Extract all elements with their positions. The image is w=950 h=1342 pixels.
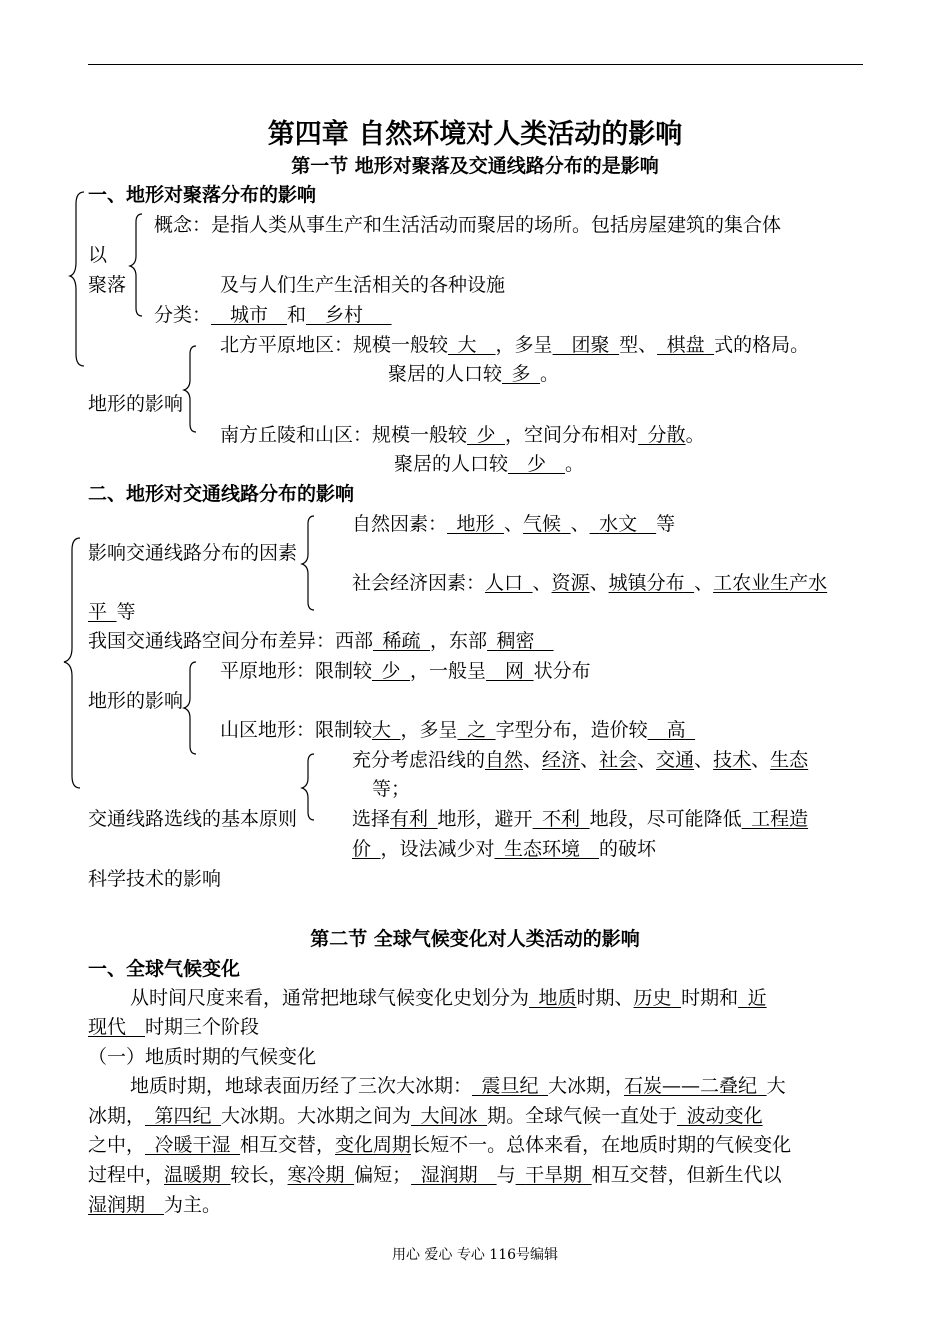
diff-answer-1: 稀疏 bbox=[382, 630, 421, 652]
p2-answer-4: 大间冰 bbox=[420, 1105, 478, 1127]
p1-answer-3a: 近 bbox=[747, 987, 767, 1009]
consider-answer-4: 交通 bbox=[656, 749, 695, 771]
p2-answer-6: 冷暖干湿 bbox=[154, 1134, 231, 1156]
consider-answer-1: 自然 bbox=[485, 749, 524, 771]
diff-line: 我国交通线路空间分布差异：西部 稀疏 ，东部 稠密 bbox=[88, 630, 554, 652]
choose-line-cont: 价 ，设法减少对 生态环境 的破坏 bbox=[352, 838, 657, 860]
north-pop-answer: 多 bbox=[511, 363, 531, 385]
north-answer-1: 大 bbox=[457, 334, 477, 356]
para2-line5: 湿润期 为主。 bbox=[88, 1194, 222, 1216]
subsection-1: （一）地质时期的气候变化 bbox=[88, 1046, 317, 1068]
natural-answer-1: 地形 bbox=[456, 513, 495, 535]
class-answer-village: 乡村 bbox=[325, 304, 364, 326]
concept-label: 概念： bbox=[154, 214, 212, 236]
mountain-line: 山区地形：限制较大 ，多呈 之 字型分布，造价较 高 bbox=[220, 719, 695, 741]
social-line-cont: 平 等 bbox=[88, 601, 136, 623]
choose-answer-2: 不利 bbox=[542, 808, 581, 830]
para2-line4: 过程中，温暖期 较长，寒冷期 偏短； 湿润期 与 干旱期 相互交替，但新生代以 bbox=[88, 1164, 782, 1186]
choose-line: 选择有利 地形，避开 不利 地段，尽可能降低 工程造 bbox=[352, 808, 809, 830]
p2-answer-12: 湿润期 bbox=[88, 1194, 146, 1216]
class-label: 分类： bbox=[154, 304, 212, 326]
choose-answer-3a: 工程造 bbox=[751, 808, 809, 830]
class-answer-city: 城市 bbox=[230, 304, 269, 326]
page-footer: 用心 爱心 专心 116号编辑 bbox=[391, 1247, 559, 1263]
part1-heading: 一、地形对聚落分布的影响 bbox=[88, 184, 317, 206]
south-line: 南方丘陵和山区：规模一般较 少 ，空间分布相对 分散。 bbox=[220, 424, 705, 446]
plain-line: 平原地形：限制较 少 ，一般呈 网 状分布 bbox=[220, 660, 591, 682]
p1-answer-1: 地质 bbox=[538, 987, 577, 1009]
p2-answer-11: 干旱期 bbox=[525, 1164, 583, 1186]
side-label-a: 以 bbox=[88, 244, 108, 266]
diff-answer-2: 稠密 bbox=[496, 630, 535, 652]
consider-answer-5: 技术 bbox=[713, 749, 752, 771]
mountain-answer-2: 之 bbox=[467, 719, 487, 741]
consider-end: 等； bbox=[372, 778, 411, 800]
tech-label: 科学技术的影响 bbox=[88, 868, 222, 890]
big-brace-2 bbox=[62, 536, 84, 792]
route-label: 交通线路选线的基本原则 bbox=[88, 808, 298, 830]
choose-answer-3b: 价 bbox=[352, 838, 372, 860]
chapter-title: 第四章 自然环境对人类活动的影响 bbox=[267, 119, 683, 150]
choose-answer-4: 生态环境 bbox=[504, 838, 581, 860]
header-rule bbox=[88, 64, 863, 65]
factor-label: 影响交通线路分布的因素 bbox=[88, 542, 298, 564]
para2-line3: 之中， 冷暖干湿 相互交替，变化周期长短不一。总体来看，在地质时期的气候变化 bbox=[88, 1134, 792, 1156]
para2-line2: 冰期， 第四纪 大冰期。大冰期之间为 大间冰 期。全球气候一直处于 波动变化 bbox=[88, 1105, 763, 1127]
para1-line2: 现代 时期三个阶段 bbox=[88, 1016, 260, 1038]
concept-line bbox=[154, 214, 781, 236]
south-pop-answer: 少 bbox=[527, 453, 547, 475]
brace-terrain-1 bbox=[182, 344, 200, 434]
p2-answer-10: 湿润期 bbox=[420, 1164, 478, 1186]
concept-text: 是指人类从事生产和生活活动而聚居的场所。包括房屋建筑的集合体 bbox=[211, 214, 782, 236]
social-answer-4b: 平 bbox=[88, 601, 108, 623]
north-pop-line: 聚居的人口较 多 。 bbox=[388, 363, 560, 385]
social-answer-4a: 工农业生产水 bbox=[713, 572, 828, 594]
brace-factors bbox=[300, 514, 318, 612]
mountain-answer-3: 高 bbox=[666, 719, 686, 741]
brace-route bbox=[300, 752, 318, 822]
section2-part1-heading: 一、全球气候变化 bbox=[88, 958, 241, 980]
section1-heading: 第一节 地形对聚落及交通线路分布的是影响 bbox=[291, 155, 659, 177]
terrain-label-2: 地形的影响 bbox=[88, 690, 184, 712]
section2-heading: 第二节 全球气候变化对人类活动的影响 bbox=[310, 928, 640, 950]
north-line: 北方平原地区：规模一般较 大 ，多呈 团聚 型、 棋盘 式的格局。 bbox=[220, 334, 810, 356]
terrain-label-1: 地形的影响 bbox=[88, 393, 184, 415]
choose-answer-1: 有利 bbox=[390, 808, 429, 830]
south-answer-2: 分散 bbox=[647, 424, 686, 446]
consider-answer-2: 经济 bbox=[542, 749, 581, 771]
brace-terrain-2 bbox=[182, 660, 200, 756]
consider-line: 充分考虑沿线的自然、经济、社会、交通、技术、生态 bbox=[352, 749, 809, 771]
class-line bbox=[154, 304, 392, 326]
para2-line1: 地质时期，地球表面历经了三次大冰期： 震旦纪 大冰期，石炭——二叠纪 大 bbox=[130, 1075, 786, 1097]
natural-answer-3: 水文 bbox=[599, 513, 638, 535]
p2-answer-7: 变化周期 bbox=[335, 1134, 412, 1156]
p2-answer-5: 波动变化 bbox=[686, 1105, 763, 1127]
consider-answer-3: 社会 bbox=[599, 749, 638, 771]
p2-answer-9: 寒冷期 bbox=[287, 1164, 345, 1186]
brace-settlement bbox=[128, 212, 146, 318]
natural-answer-2: 气候 bbox=[523, 513, 562, 535]
south-pop-line: 聚居的人口较 少 。 bbox=[394, 453, 585, 475]
social-answer-1: 人口 bbox=[485, 572, 524, 594]
plain-answer-2: 网 bbox=[505, 660, 525, 682]
mountain-answer-1: 大 bbox=[372, 719, 392, 741]
p1-answer-2: 历史 bbox=[633, 987, 672, 1009]
natural-line: 自然因素： 地形 、气候 、 水文 等 bbox=[352, 513, 676, 535]
social-answer-2: 资源 bbox=[551, 572, 590, 594]
p2-answer-2: 石炭——二叠纪 bbox=[624, 1075, 758, 1097]
consider-answer-6: 生态 bbox=[770, 749, 809, 771]
south-answer-1: 少 bbox=[476, 424, 496, 446]
side-label-b: 聚落 bbox=[88, 274, 127, 296]
p2-answer-8: 温暖期 bbox=[164, 1164, 222, 1186]
para1-line1: 从时间尺度来看，通常把地球气候变化史划分为 地质时期、历史 时期和 近 bbox=[130, 987, 767, 1009]
part2-heading: 二、地形对交通线路分布的影响 bbox=[88, 483, 355, 505]
social-answer-3: 城镇分布 bbox=[608, 572, 685, 594]
social-line: 社会经济因素：人口 、资源、城镇分布 、工农业生产水 bbox=[352, 572, 828, 594]
plain-answer-1: 少 bbox=[381, 660, 401, 682]
concept-cont: 及与人们生产生活相关的各种设施 bbox=[220, 274, 506, 296]
p2-answer-3: 第四纪 bbox=[154, 1105, 212, 1127]
p2-answer-1: 震旦纪 bbox=[481, 1075, 539, 1097]
big-brace-1 bbox=[68, 190, 88, 370]
p1-answer-3b: 现代 bbox=[88, 1016, 127, 1038]
north-answer-3: 棋盘 bbox=[666, 334, 705, 356]
class-and: 和 bbox=[287, 304, 307, 326]
north-answer-2: 团聚 bbox=[571, 334, 610, 356]
